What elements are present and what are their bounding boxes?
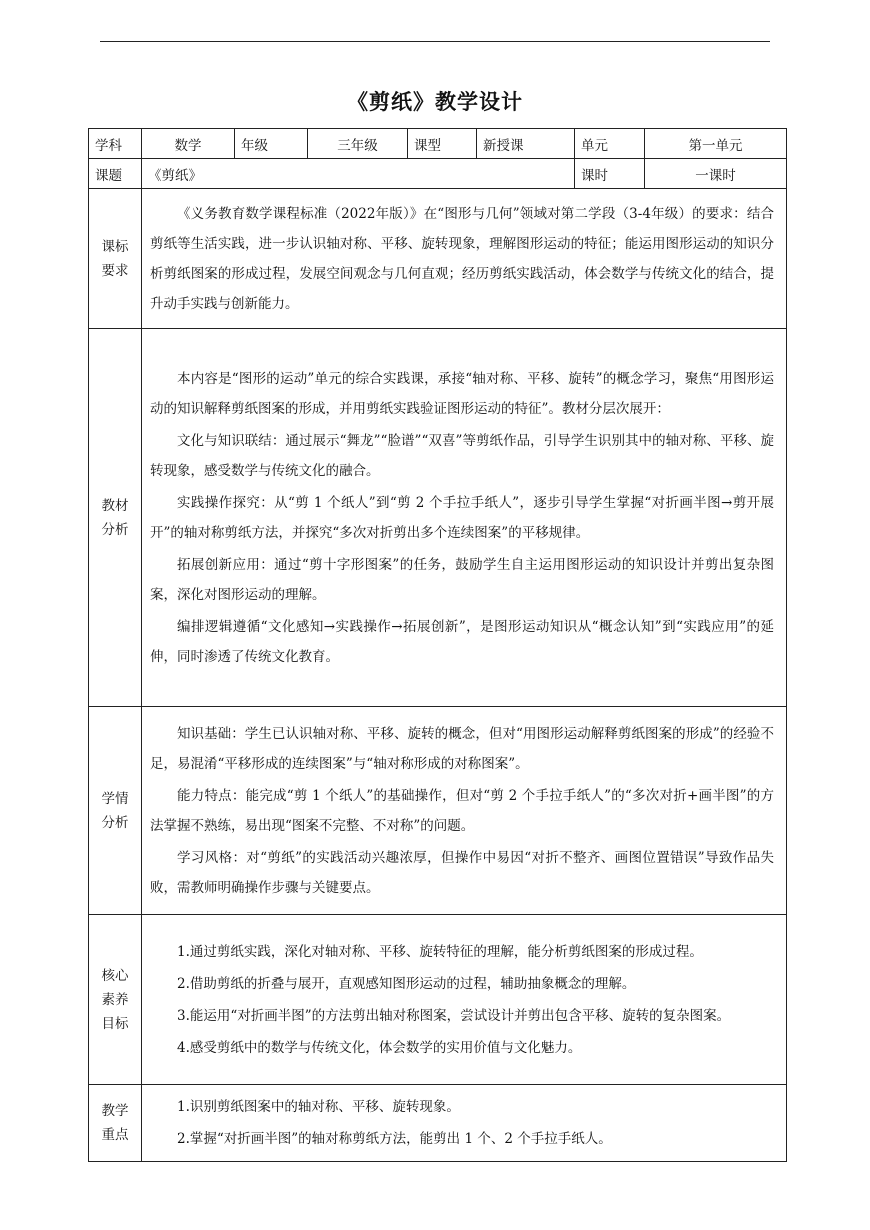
textbook-paragraph-5: 编排逻辑遵循“文化感知→实践操作→拓展创新”，是图形运动知识从“概念认知”到“实践应用”的延伸，同时渗透了传统文化教育。: [150, 618, 774, 665]
textbook-paragraph-4: 拓展创新应用：通过“剪十字形图案”的任务，鼓励学生自主运用图形运动的知识设计并剪出复杂图案，深化对图形运动的理解。: [150, 556, 774, 603]
students-paragraph-2: 能力特点：能完成“剪 1 个纸人”的基础操作，但对“剪 2 个手拉手纸人”的“多次对折+画半图”的方法掌握不熟练，易出现“图案不完整、不对称”的问题。: [150, 787, 774, 834]
grade-value: 三年级: [308, 129, 408, 159]
subject-value: 数学: [142, 129, 235, 159]
topic-value: 《剪纸》: [142, 159, 575, 189]
goal-item-4: 4.感受剪纸中的数学与传统文化，体会数学的实用价值与文化魅力。: [177, 1039, 582, 1056]
goal-item-1: 1.通过剪纸实践，深化对轴对称、平移、旋转特征的理解，能分析剪纸图案的形成过程。: [177, 943, 703, 960]
goals-content: [142, 915, 787, 1085]
keypoints-label-line-1: 教学: [101, 1103, 129, 1119]
goals-label-line-1: 核心: [101, 967, 129, 984]
class-hours-value: 一课时: [645, 159, 787, 189]
standards-label-line-2: 要求: [101, 262, 129, 279]
standards-label-line-1: 课标: [101, 238, 129, 255]
header-rule: [100, 41, 770, 42]
keypoints-content: [142, 1085, 787, 1162]
textbook-label-line-1: 教材: [101, 497, 129, 514]
textbook-label: [89, 329, 142, 707]
keypoint-item-2: 2.掌握“对折画半图”的轴对称剪纸方法，能剪出 1 个、2 个手拉手纸人。: [177, 1131, 612, 1147]
topic-label: 课题: [89, 159, 142, 189]
textbook-paragraph-2: 文化与知识联结：通过展示“舞龙”“脸谱”“双喜”等剪纸作品，引导学生识别其中的轴对称、平移、旋转现象，感受数学与传统文化的融合。: [150, 432, 774, 479]
goals-label-line-2: 素养: [101, 991, 129, 1008]
goal-item-3: 3.能运用“对折画半图”的方法剪出轴对称图案，尝试设计并剪出包含平移、旋转的复杂图案。: [177, 1007, 731, 1024]
unit-value: 第一单元: [645, 129, 787, 159]
info-row-2: [89, 159, 787, 189]
lesson-plan-table: [88, 128, 787, 1162]
grade-label: 年级: [235, 129, 308, 159]
textbook-row: [89, 329, 787, 707]
document-title: 《剪纸》教学设计: [347, 89, 523, 114]
students-label-line-2: 分析: [101, 814, 129, 831]
keypoints-row: [89, 1085, 787, 1162]
students-label-line-1: 学情: [101, 790, 129, 807]
textbook-paragraph-1: 本内容是“图形的运动”单元的综合实践课，承接“轴对称、平移、旋转”的概念学习，聚焦“用图形运动的知识解释剪纸图案的形成，并用剪纸实践验证图形运动的特征”。教材分层次展开：: [150, 370, 774, 417]
lesson-type-label: 课型: [408, 129, 477, 159]
students-paragraph-3: 学习风格：对“剪纸”的实践活动兴趣浓厚，但操作中易因“对折不整齐、画图位置错误”导致作品失败，需教师明确操作步骤与关键要点。: [150, 849, 774, 896]
standards-row: [89, 189, 787, 329]
goal-item-2: 2.借助剪纸的折叠与展开，直观感知图形运动的过程，辅助抽象概念的理解。: [177, 975, 636, 992]
subject-label: 学科: [89, 129, 142, 159]
students-label: [89, 707, 142, 915]
standards-label: [89, 189, 142, 329]
textbook-content: [142, 329, 787, 707]
goals-row: [89, 915, 787, 1085]
students-paragraph-1: 知识基础：学生已认识轴对称、平移、旋转的概念，但对“用图形运动解释剪纸图案的形成”的经验不足，易混淆“平移形成的连续图案”与“轴对称形成的对称图案”。: [150, 725, 774, 772]
students-row: [89, 707, 787, 915]
lesson-type-value: 新授课: [477, 129, 575, 159]
students-content: [142, 707, 787, 915]
goals-label-line-3: 目标: [101, 1015, 129, 1032]
goals-label: [89, 915, 142, 1085]
standards-paragraph: 《义务教育数学课程标准（2022年版）》在“图形与几何”领域对第二学段（3-4年级）的要求：结合剪纸等生活实践，进一步认识轴对称、平移、旋转现象，理解图形运动的特征；能运用图形运动的知识分析剪纸图案的形成过程，发展空间观念与几何直观；经历剪纸实践活动，体会数学与传统文化的结合，提升动手实践与创新能力。: [150, 205, 774, 312]
keypoints-label-line-2: 重点: [101, 1127, 129, 1143]
keypoints-label: [89, 1085, 142, 1162]
keypoint-item-1: 1.识别剪纸图案中的轴对称、平移、旋转现象。: [177, 1099, 460, 1115]
unit-label: 单元: [575, 129, 645, 159]
standards-content: [142, 189, 787, 329]
textbook-paragraph-3: 实践操作探究：从“剪 1 个纸人”到“剪 2 个手拉手纸人”，逐步引导学生掌握“对折画半图→剪开展开”的轴对称剪纸方法，并探究“多次对折剪出多个连续图案”的平移规律。: [150, 494, 774, 541]
info-row-1: [89, 129, 787, 159]
class-hours-label: 课时: [575, 159, 645, 189]
textbook-label-line-2: 分析: [101, 521, 129, 538]
